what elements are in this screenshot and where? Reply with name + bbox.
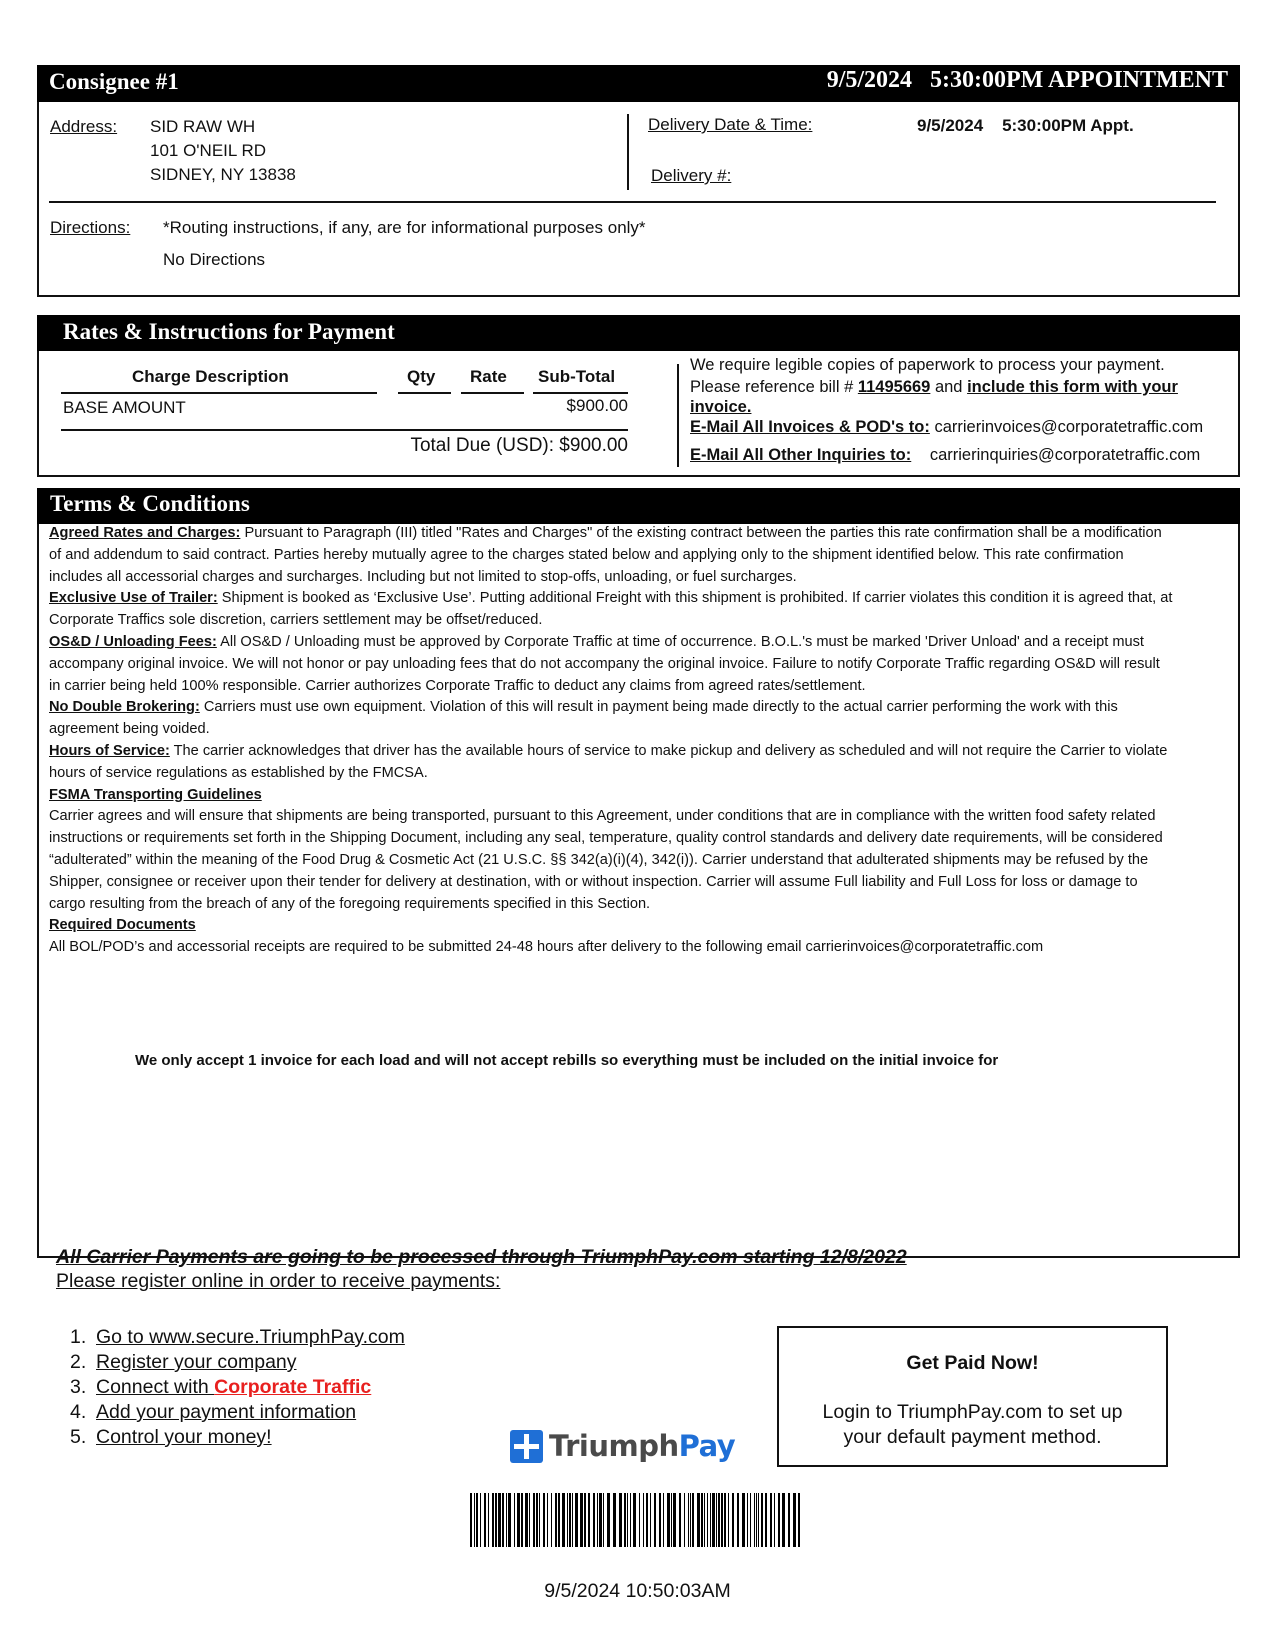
include-form-note-end: invoice.	[690, 398, 752, 416]
step-number: 5.	[70, 1426, 87, 1448]
required-docs-body: All BOL/POD’s and accessorial receipts are required to be submitted 24-48 hours after delivery to the following email carrierinvoices@corporatetraffic.com	[49, 939, 1044, 956]
payment-instructions	[690, 354, 1203, 466]
get-paid-box	[777, 1326, 1168, 1467]
list-item	[70, 1375, 405, 1400]
col-underline-rate	[461, 392, 524, 394]
address-block	[150, 115, 296, 187]
reference-prefix: Please reference bill #	[690, 378, 858, 396]
terms-double-brokering	[49, 697, 1174, 741]
address-line-3: SIDNEY, NY 13838	[150, 165, 296, 184]
list-item	[70, 1325, 405, 1350]
triumph-subline: Please register online in order to receive payments:	[56, 1270, 501, 1292]
row-description: BASE AMOUNT	[63, 398, 186, 417]
step-number: 1.	[70, 1326, 87, 1348]
get-paid-line-1: Login to TriumphPay.com to set up	[822, 1401, 1123, 1423]
terms-agreed-rates	[49, 523, 1174, 588]
col-rate: Rate	[470, 367, 507, 386]
terms-body	[49, 523, 1174, 959]
terms-text: Pursuant to Paragraph (III) titled "Rates and Charges" of the existing contract between the parties this rate confirmation shall be a modification of and addendum to said contract. Parties hereby mutually agree to the charges stated below and applying only to the shipment identified below. This rate confirmation includes all accessorial charges and surcharges. Including but not limited to stop-offs, unloading, or fuel surcharges.	[49, 525, 1162, 585]
terms-heading: OS&D / Unloading Fees:	[49, 633, 217, 650]
address-line-1: SID RAW WH	[150, 117, 256, 136]
col-underline-subtotal	[533, 392, 628, 394]
consignee-header	[37, 65, 1240, 102]
get-paid-line-2: your default payment method.	[843, 1426, 1102, 1448]
terms-osd-unloading	[49, 632, 1174, 697]
directions-label: Directions:	[50, 218, 131, 237]
list-item	[70, 1350, 405, 1375]
directions-value: No Directions	[163, 250, 266, 269]
delivery-datetime-label: Delivery Date & Time:	[648, 115, 813, 134]
col-underline-description	[61, 392, 377, 394]
step-add-payment-info[interactable]: Add your payment information	[96, 1401, 357, 1423]
list-item	[70, 1400, 405, 1425]
corporate-traffic-highlight[interactable]: Corporate Traffic	[214, 1376, 372, 1398]
list-item	[70, 1425, 405, 1450]
terms-hours-of-service	[49, 741, 1174, 785]
rates-header	[37, 315, 1240, 351]
terms-title: Terms & Conditions	[50, 491, 250, 516]
step-number: 2.	[70, 1351, 87, 1373]
total-divider	[61, 429, 628, 431]
reference-note	[690, 376, 1203, 398]
delivery-number-label: Delivery #:	[651, 166, 732, 185]
terms-heading: Hours of Service:	[49, 742, 170, 759]
terms-heading: No Double Brokering:	[49, 699, 200, 716]
terms-text: All OS&D / Unloading must be approved by Corporate Traffic at time of occurrence. B.O.L.'s must be marked 'Driver Unload' and a receipt must accompany original invoice. We will not honor or pay unloading fees that do not accompany the original invoice. Failure to notify Corporate Traffic regarding OS&D will result in carrier being held 100% responsible. Carrier authorizes Corporate Traffic to deduct any claims from agreed rates/settlement.	[49, 633, 1160, 694]
terms-exclusive-use	[49, 588, 1174, 632]
terms-text: Carriers must use own equipment. Violation of this will result in payment being made directly to the actual carrier performing the work with this agreement being voided.	[49, 699, 1118, 738]
reference-mid: and	[930, 378, 968, 396]
get-paid-title: Get Paid Now!	[906, 1352, 1039, 1374]
delivery-datetime-value: 9/5/2024 5:30:00PM Appt.	[917, 116, 1134, 135]
step-control-money[interactable]: Control your money!	[96, 1426, 272, 1448]
terms-heading: Agreed Rates and Charges:	[49, 525, 241, 541]
row-subtotal: $900.00	[566, 396, 628, 415]
fsma-body: Carrier agrees and will ensure that shipments are being transported, pursuant to this Agreement, under conditions that are in compliance with the written food safety related instructions or requirements set forth in the Shipping Document, including any seal, temperature, quality control standards and delivery date requirements, will be considered “adulterated” within the meaning of the Food Drug & Cosmetic Act (21 U.S.C. §§ 342(a)(i)(4), 342(i)). Carrier understand that adulterated shipments may be refused by the Shipper, consignee or receiver upon their tender for delivery at destination, with or without inspection. Carrier will assume Full liability and Full Loss for loss or damage to cargo resulting from the breach of any of the foregoing requirements specified in this Section.	[49, 808, 1163, 912]
address-line-2: 101 O'NEIL RD	[150, 141, 266, 160]
terms-text: The carrier acknowledges that driver has the available hours of service to make pickup and delivery as scheduled and will not require the Carrier to violate hours of service regulations as established by the FMCSA.	[49, 742, 1168, 781]
terms-header	[37, 488, 1240, 524]
col-underline-qty	[398, 392, 451, 394]
col-subtotal: Sub-Total	[538, 367, 616, 386]
address-label: Address:	[50, 117, 118, 136]
terms-heading: Exclusive Use of Trailer:	[49, 590, 218, 607]
step-connect[interactable]: Connect with	[96, 1376, 215, 1398]
appointment-datetime: 9/5/2024 5:30:00PM APPOINTMENT	[826, 67, 1228, 93]
barcode	[470, 1493, 804, 1547]
rates-title: Rates & Instructions for Payment	[63, 319, 395, 344]
email-other-link[interactable]: carrierinquiries@corporatetraffic.com	[929, 446, 1201, 464]
triumphpay-logo	[510, 1429, 735, 1463]
print-timestamp: 9/5/2024 10:50:03AM	[544, 1580, 731, 1602]
step-number: 3.	[70, 1376, 87, 1398]
triumphpay-mark-icon	[510, 1430, 543, 1463]
email-other-label: E-Mail All Other Inquiries to:	[690, 446, 912, 464]
triumph-headline: All Carrier Payments are going to be processed through TriumphPay.com starting 12/8/2022	[56, 1246, 907, 1268]
directions-note: *Routing instructions, if any, are for informational purposes only*	[163, 218, 646, 237]
col-charge-description: Charge Description	[132, 367, 289, 386]
consignee-divider-horizontal	[49, 201, 1216, 203]
total-due: Total Due (USD): $900.00	[410, 435, 628, 456]
email-invoices-label: E-Mail All Invoices & POD's to:	[690, 418, 930, 436]
include-form-note: include this form with your	[967, 378, 1178, 396]
col-qty: Qty	[407, 367, 436, 386]
email-other-line	[690, 444, 1203, 466]
consignee-title: Consignee #1	[49, 69, 179, 94]
logo-text-triumph: Triumph	[549, 1429, 679, 1463]
logo-text-pay: Pay	[678, 1429, 736, 1463]
fsma-heading: FSMA Transporting Guidelines	[49, 786, 262, 803]
step-number: 4.	[70, 1401, 87, 1423]
step-link-secure-site[interactable]: Go to www.secure.TriumphPay.com	[96, 1326, 405, 1348]
bill-number: 11495669	[857, 378, 931, 396]
registration-steps	[70, 1325, 405, 1450]
rates-divider-vertical	[677, 364, 679, 467]
email-invoices-line	[690, 416, 1203, 438]
step-register-company[interactable]: Register your company	[96, 1351, 297, 1373]
consignee-divider-vertical	[627, 114, 629, 190]
paperwork-note: We require legible copies of paperwork to process your payment.	[690, 356, 1165, 374]
terms-text: Shipment is booked as ‘Exclusive Use’. Putting additional Freight with this shipment is prohibited. If carrier violates this condition it is agreed that, at Corporate Traffics sole discretion, carriers settlement may be offset/reduced.	[49, 590, 1173, 629]
email-invoices-link[interactable]: carrierinvoices@corporatetraffic.com	[934, 418, 1204, 436]
required-docs-heading: Required Documents	[49, 917, 196, 934]
invoice-notice: We only accept 1 invoice for each load and will not accept rebills so everything must be included on the initial invoice for	[135, 1052, 999, 1069]
